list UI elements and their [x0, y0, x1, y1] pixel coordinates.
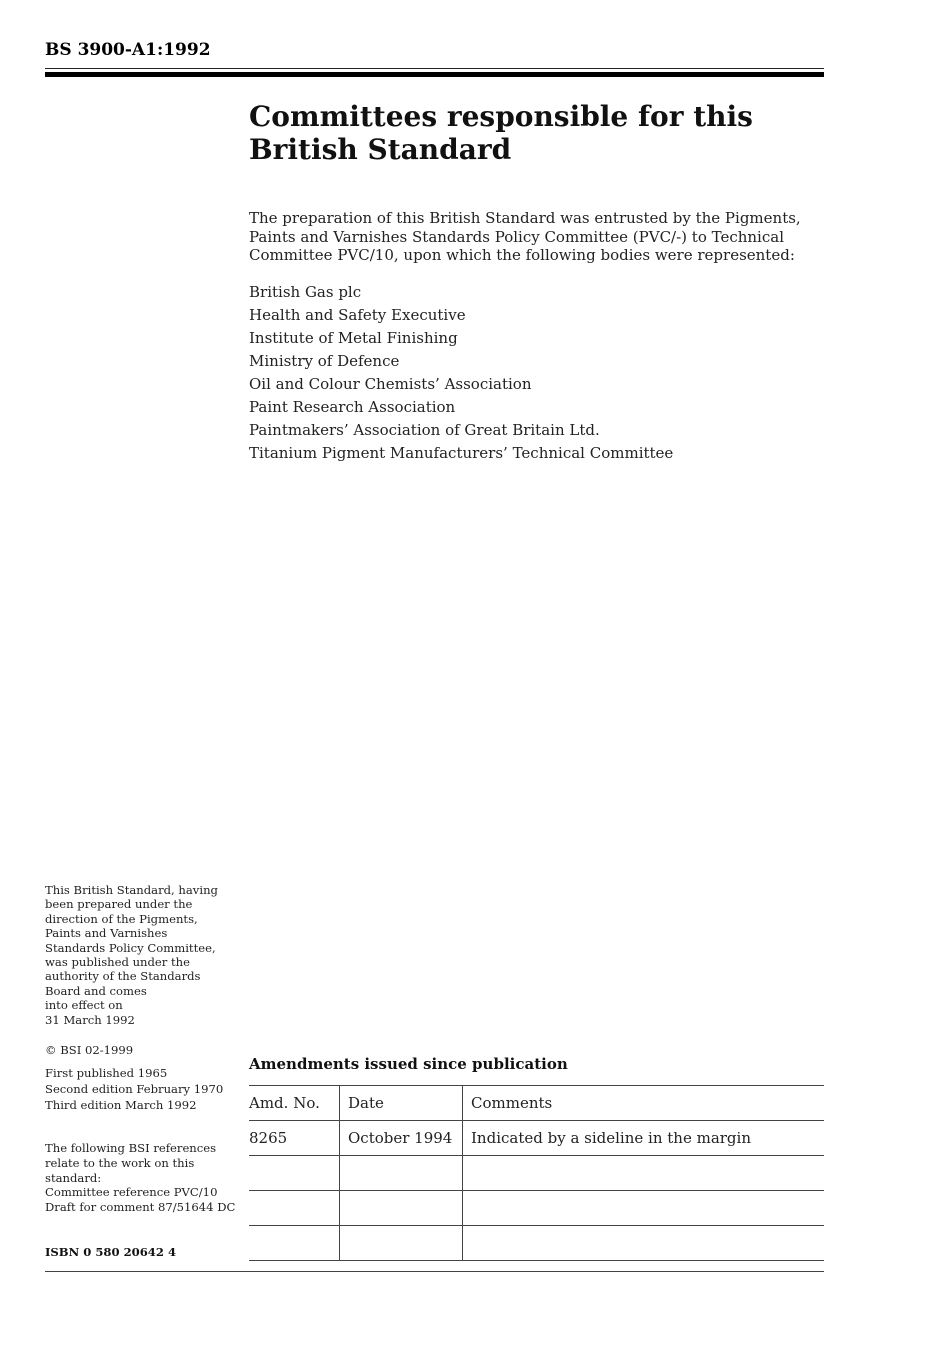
table-cell	[463, 1191, 825, 1226]
table-cell	[463, 1156, 825, 1191]
table-cell: Indicated by a sideline in the margin	[463, 1121, 825, 1156]
note-line: authority of the Standards	[45, 969, 201, 984]
table-cell	[340, 1191, 463, 1226]
list-item: British Gas plc	[249, 283, 362, 301]
page-title-line: Committees responsible for this	[249, 100, 753, 133]
publication-note	[45, 883, 240, 1027]
page-title	[249, 100, 809, 166]
note-line: 31 March 1992	[45, 1012, 135, 1027]
header-rule-thick	[45, 72, 824, 77]
table-cell	[249, 1226, 340, 1261]
intro-line: The preparation of this British Standard was entrusted by the Pigments,	[249, 209, 801, 227]
list-item: Paintmakers’ Association of Great Britain Ltd.	[249, 421, 600, 439]
table-cell: 8265	[249, 1121, 340, 1156]
reference-line: Committee reference PVC/10	[45, 1185, 218, 1200]
table-cell	[340, 1226, 463, 1261]
list-item: Titanium Pigment Manufacturers’ Technical Committee	[249, 444, 674, 462]
table-cell	[249, 1156, 340, 1191]
note-line: Board and comes	[45, 983, 147, 998]
note-line: direction of the Pigments,	[45, 911, 198, 926]
table-row	[249, 1156, 824, 1191]
copyright-notice: © BSI 02-1999	[45, 1043, 134, 1057]
note-line: been prepared under the	[45, 897, 193, 912]
list-item: Institute of Metal Finishing	[249, 329, 458, 347]
reference-line: standard:	[45, 1170, 102, 1185]
table-header-row	[249, 1086, 824, 1121]
column-header: Comments	[463, 1086, 825, 1121]
list-item: Health and Safety Executive	[249, 306, 466, 324]
table-cell	[340, 1156, 463, 1191]
isbn: ISBN 0 580 20642 4	[45, 1245, 177, 1259]
table-cell	[463, 1226, 825, 1261]
intro-line: Committee PVC/10, upon which the following bodies were represented:	[249, 246, 795, 264]
note-line: was published under the	[45, 955, 191, 970]
document-code: BS 3900-A1:1992	[45, 40, 211, 60]
list-item: Paint Research Association	[249, 398, 456, 416]
column-header: Amd. No.	[249, 1086, 340, 1121]
history-line: Second edition February 1970	[45, 1082, 224, 1096]
reference-line: relate to the work on this	[45, 1155, 195, 1170]
list-item: Ministry of Defence	[249, 352, 400, 370]
list-item: Oil and Colour Chemists’ Association	[249, 375, 532, 393]
footer-rule	[45, 1271, 824, 1272]
table-row	[249, 1191, 824, 1226]
represented-bodies-list	[249, 281, 809, 465]
page-title-line: British Standard	[249, 133, 512, 166]
history-line: First published 1965	[45, 1066, 168, 1080]
amendments-title: Amendments issued since publication	[249, 1055, 568, 1073]
bsi-references	[45, 1141, 245, 1215]
amendments-table	[249, 1085, 824, 1261]
table-row	[249, 1121, 824, 1156]
note-line: Paints and Varnishes	[45, 926, 168, 941]
reference-line: The following BSI references	[45, 1141, 217, 1155]
intro-paragraph	[249, 209, 809, 265]
note-line: into effect on	[45, 998, 123, 1013]
edition-history	[45, 1065, 223, 1113]
table-row	[249, 1226, 824, 1261]
reference-line: Draft for comment 87/51644 DC	[45, 1200, 236, 1215]
intro-line: Paints and Varnishes Standards Policy Committee (PVC/-) to Technical	[249, 227, 784, 246]
header-rule-thin	[45, 68, 824, 69]
note-line: Standards Policy Committee,	[45, 940, 216, 955]
table-cell: October 1994	[340, 1121, 463, 1156]
note-line: This British Standard, having	[45, 883, 218, 897]
column-header: Date	[340, 1086, 463, 1121]
history-line: Third edition March 1992	[45, 1098, 197, 1112]
table-cell	[249, 1191, 340, 1226]
